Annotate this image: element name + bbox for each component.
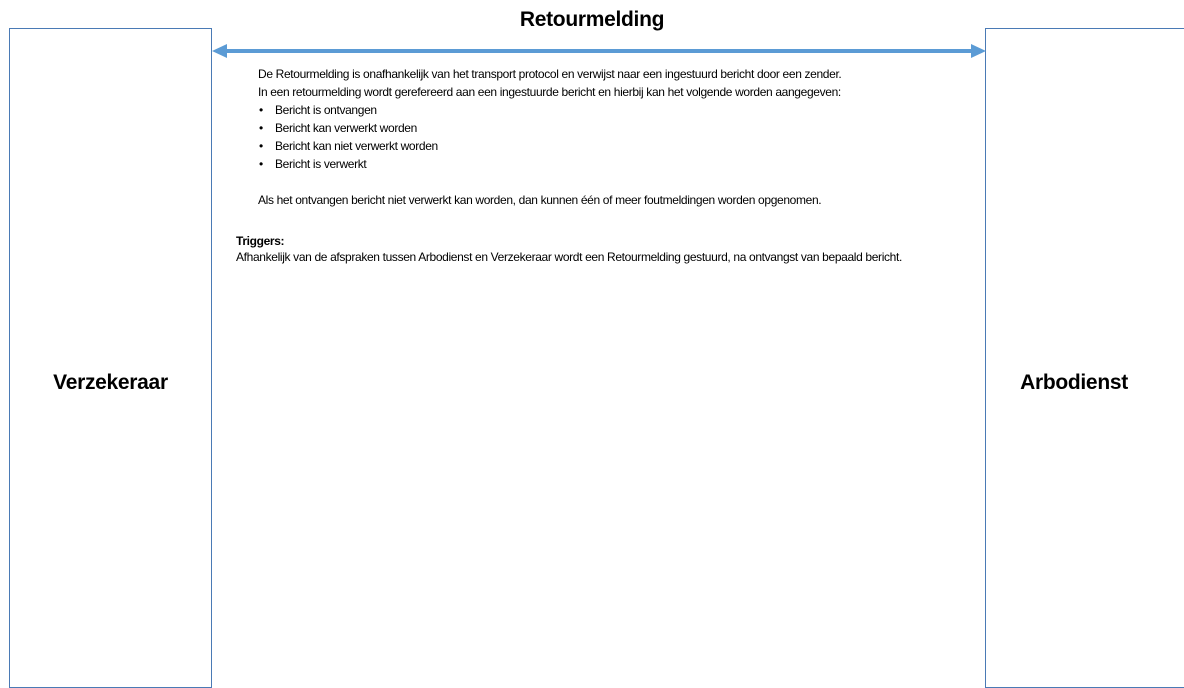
arbodienst-label: Arbodienst xyxy=(1020,371,1128,394)
message-description xyxy=(258,65,978,209)
status-item-label: Bericht is ontvangen xyxy=(275,103,377,117)
status-item xyxy=(258,101,978,119)
triggers-heading: Triggers: xyxy=(236,234,285,248)
triggers-section xyxy=(236,234,946,266)
arrow-head-right xyxy=(971,44,986,58)
verzekeraar-label: Verzekeraar xyxy=(53,371,168,394)
intro-line-2: In een retourmelding wordt gerefereerd aan een ingestuurde bericht en hierbij kan het volgende worden aangegeven: xyxy=(258,85,841,99)
bullet-icon: • xyxy=(259,139,263,153)
bullet-icon: • xyxy=(259,157,263,171)
status-item xyxy=(258,137,978,155)
status-item-label: Bericht kan niet verwerkt worden xyxy=(275,139,438,153)
intro-line-1: De Retourmelding is onafhankelijk van het transport protocol en verwijst naar een ingestuurd bericht door een zender. xyxy=(258,67,842,81)
closing-text: Als het ontvangen bericht niet verwerkt kan worden, dan kunnen één of meer foutmeldingen worden opgenomen. xyxy=(258,193,822,207)
arrow-head-left xyxy=(212,44,227,58)
double-headed-arrow-icon xyxy=(210,41,988,61)
diagram-title: Retourmelding xyxy=(519,8,665,31)
arbodienst-box xyxy=(985,28,1184,688)
status-item-label: Bericht kan verwerkt worden xyxy=(275,121,417,135)
bullet-icon: • xyxy=(259,121,263,135)
status-item xyxy=(258,155,978,173)
bullet-icon: • xyxy=(259,103,263,117)
status-item-label: Bericht is verwerkt xyxy=(275,157,367,171)
verzekeraar-box xyxy=(9,28,212,688)
status-list xyxy=(258,101,978,173)
status-item xyxy=(258,119,978,137)
triggers-text: Afhankelijk van de afspraken tussen Arbodienst en Verzekeraar wordt een Retourmelding gestuurd, na ontvangst van bepaald bericht. xyxy=(236,250,902,264)
